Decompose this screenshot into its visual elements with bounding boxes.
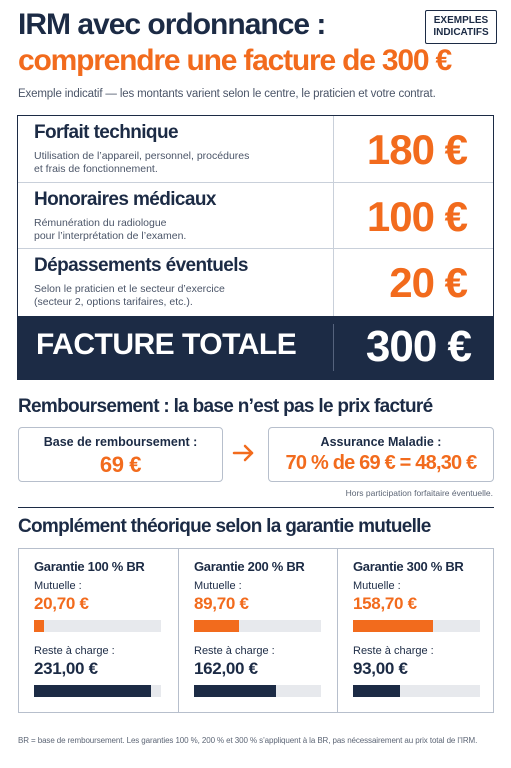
row-divider [333,324,334,371]
invoice-row-label: Honoraires médicaux [34,189,216,210]
reste-label: Reste à charge : [194,645,275,657]
reste-bar [34,685,161,697]
desc-line: (secteur 2, options tarifaires, etc.). [34,296,193,308]
guarantee-title: Garantie 200 % BR [194,559,305,574]
mutuelle-value: 158,70 € [353,594,417,613]
invoice-row-label: Dépassements éventuels [34,255,248,276]
mutuelle-bar-fill [34,620,44,632]
assurance-maladie-value: 70 % de 69 € = 48,30 € [285,452,477,474]
mutuelle-bar-fill [353,620,433,632]
reste-bar-fill [194,685,276,697]
total-label: FACTURE TOTALE [36,328,297,361]
guarantee-card-300 [337,549,495,712]
mutuelle-value: 20,70 € [34,594,89,613]
mutuelle-label: Mutuelle : [194,580,242,592]
invoice-row-description [34,150,324,176]
base-remboursement-value: 69 € [99,452,142,477]
section-divider [18,507,494,508]
invoice-row-description [34,283,324,309]
assurance-maladie-label: Assurance Maladie : [320,435,442,449]
base-remboursement-box [18,427,223,482]
invoice-row-description [34,217,324,243]
badge-line2: INDICATIFS [433,27,489,38]
mutuelle-bar-fill [194,620,239,632]
total-amount: 300 € [365,322,471,371]
remboursement-note: Hors participation forfaitaire éventuelle. [345,488,493,498]
mutuelle-bar [34,620,161,632]
reste-value: 162,00 € [194,659,258,678]
page-title-line1: IRM avec ordonnance : [18,8,326,41]
desc-line: Selon le praticien et le secteur d’exercice [34,283,225,295]
reste-bar-fill [353,685,400,697]
row-divider [333,116,334,182]
mutuelle-label: Mutuelle : [353,580,401,592]
reste-bar [194,685,321,697]
remboursement-title: Remboursement : la base n’est pas le prix facturé [18,396,433,417]
row-divider [333,183,334,248]
desc-line: pour l’interprétation de l’examen. [34,230,187,242]
mutuelle-value: 89,70 € [194,594,249,613]
invoice-row-honoraires [18,183,493,249]
guarantee-title: Garantie 100 % BR [34,559,145,574]
reste-bar-fill [34,685,151,697]
invoice-total-row [18,316,493,379]
invoice-row-depassements [18,249,493,316]
invoice-row-label: Forfait technique [34,122,178,143]
row-divider [333,249,334,316]
invoice-table [17,115,494,380]
arrow-right-icon [231,441,257,465]
desc-line: et frais de fonctionnement. [34,163,158,175]
invoice-row-amount: 20 € [389,259,467,306]
reste-label: Reste à charge : [34,645,115,657]
invoice-row-amount: 180 € [366,126,467,173]
desc-line: Rémunération du radiologue [34,217,167,229]
guarantee-card-200 [178,549,336,712]
footnote: BR = base de remboursement. Les garanties 100 %, 200 % et 300 % s’appliquent à la BR, pas nécessairement au prix total de l’IRM. [18,736,478,745]
complement-title: Complément théorique selon la garantie mutuelle [18,516,431,537]
mutuelle-label: Mutuelle : [34,580,82,592]
base-remboursement-label: Base de remboursement : [43,435,198,449]
assurance-maladie-box [268,427,494,482]
invoice-row-amount: 100 € [366,193,467,240]
mutuelle-bar [194,620,321,632]
page-title-line2: comprendre une facture de 300 € [18,44,451,77]
reste-value: 231,00 € [34,659,98,678]
guarantee-title: Garantie 300 % BR [353,559,464,574]
guarantee-card-100 [19,549,177,712]
reste-value: 93,00 € [353,659,408,678]
invoice-row-forfait-technique [18,116,493,183]
reste-bar [353,685,480,697]
desc-line: Utilisation de l’appareil, personnel, procédures [34,150,250,162]
intro-text: Exemple indicatif — les montants varient selon le centre, le praticien et votre contrat. [18,88,436,100]
badge-line1: EXEMPLES [433,15,489,26]
mutuelle-bar [353,620,480,632]
indicative-badge [425,10,497,44]
reste-label: Reste à charge : [353,645,434,657]
guarantee-columns [18,548,494,713]
